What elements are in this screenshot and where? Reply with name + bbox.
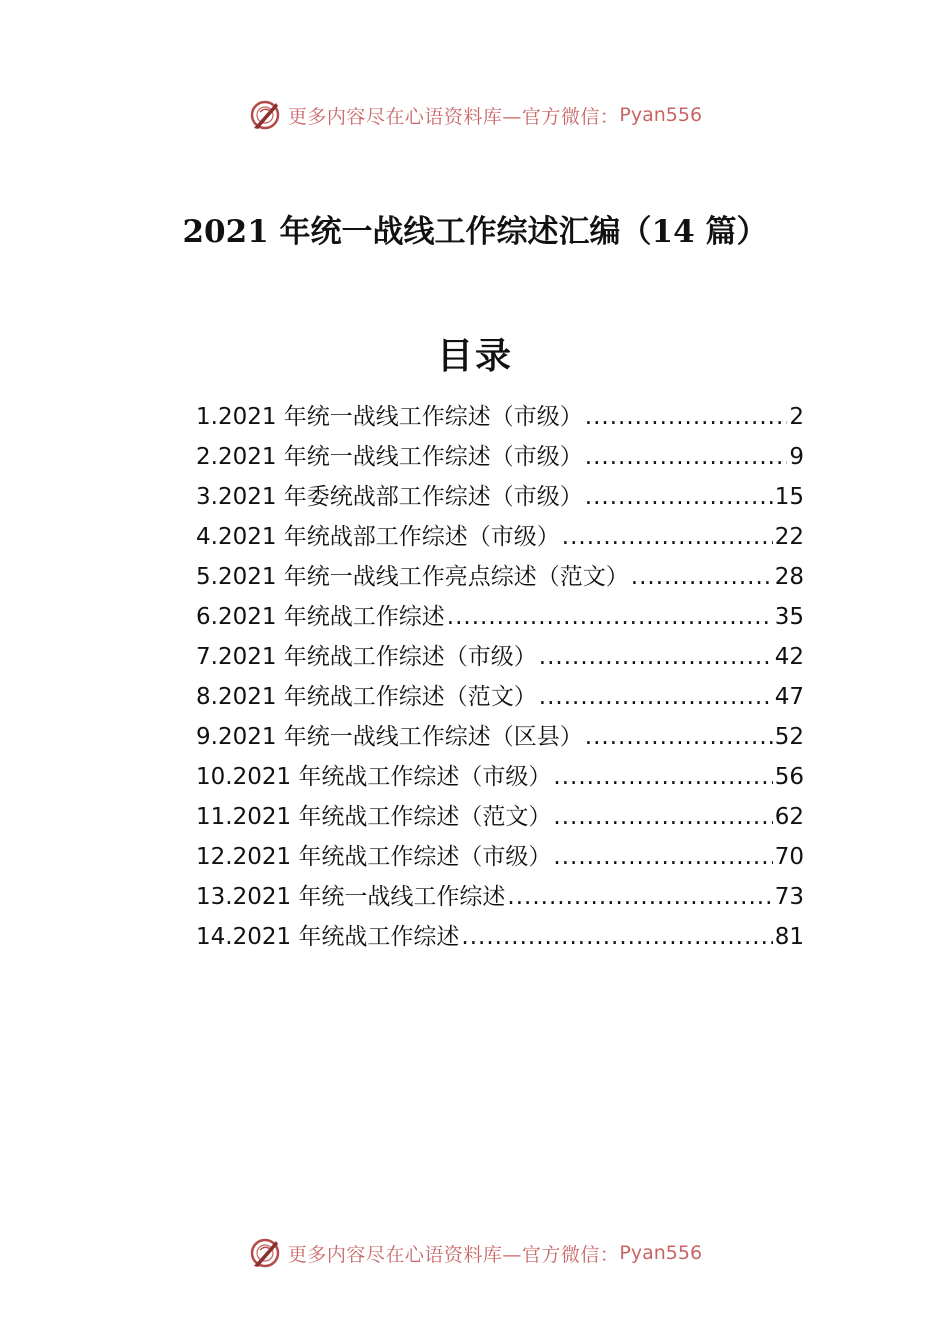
toc-dot-leader xyxy=(585,397,788,437)
toc-entry-page: 2 xyxy=(789,404,804,430)
toc-dot-leader xyxy=(461,917,772,957)
toc-entry-page: 47 xyxy=(774,684,804,710)
toc-dot-leader xyxy=(447,597,773,637)
toc-dot-leader xyxy=(553,757,772,797)
toc-entry-page: 62 xyxy=(774,804,804,830)
toc-entry-label: 13.2021 年统一战线工作综述 xyxy=(196,884,506,910)
banner-wechat-id: Pyan556 xyxy=(619,104,703,126)
toc-entry[interactable] xyxy=(196,757,804,797)
toc-entry-label: 14.2021 年统战工作综述 xyxy=(196,924,460,950)
toc-entry-label: 10.2021 年统战工作综述（市级） xyxy=(196,764,552,790)
toc-entry[interactable] xyxy=(196,517,804,557)
banner-text: 更多内容尽在心语资料库—官方微信： xyxy=(287,105,620,128)
toc-entry-page: 56 xyxy=(774,764,804,790)
toc-dot-leader xyxy=(507,877,772,917)
toc-entry-label: 9.2021 年统一战线工作综述（区县） xyxy=(196,724,583,750)
toc-entry[interactable] xyxy=(196,437,804,477)
toc-entry[interactable] xyxy=(196,917,804,957)
toc-entry[interactable] xyxy=(196,877,804,917)
toc-dot-leader xyxy=(585,437,788,477)
toc-dot-leader xyxy=(553,837,772,877)
toc-entry-label: 6.2021 年统战工作综述 xyxy=(196,604,445,630)
toc-entry[interactable] xyxy=(196,557,804,597)
toc-entry-label: 11.2021 年统战工作综述（范文） xyxy=(196,804,552,830)
toc-entry-label: 12.2021 年统战工作综述（市级） xyxy=(196,844,552,870)
toc-entry[interactable] xyxy=(196,837,804,877)
toc-dot-leader xyxy=(585,717,773,757)
quill-seal-icon xyxy=(248,1236,282,1270)
header-banner xyxy=(0,95,950,135)
toc-entry-page: 22 xyxy=(774,524,804,550)
toc-entry-page: 73 xyxy=(774,884,804,910)
toc-entry[interactable] xyxy=(196,677,804,717)
toc-heading: 目录 xyxy=(436,335,513,377)
toc-entry-label: 4.2021 年统战部工作综述（市级） xyxy=(196,524,560,550)
toc-entry[interactable] xyxy=(196,597,804,637)
toc-dot-leader xyxy=(539,677,773,717)
toc-entry-page: 42 xyxy=(774,644,804,670)
toc-entry-page: 81 xyxy=(774,924,804,950)
toc-dot-leader xyxy=(539,637,773,677)
banner-text: 更多内容尽在心语资料库—官方微信： xyxy=(287,1243,620,1266)
toc-entry-label: 5.2021 年统一战线工作亮点综述（范文） xyxy=(196,564,629,590)
quill-seal-icon xyxy=(248,98,282,132)
toc-dot-leader xyxy=(585,477,773,517)
toc-entry[interactable] xyxy=(196,797,804,837)
toc-entry-page: 9 xyxy=(789,444,804,470)
toc-dot-leader xyxy=(631,557,773,597)
table-of-contents xyxy=(196,397,804,957)
toc-dot-leader xyxy=(562,517,773,557)
toc-entry-label: 2.2021 年统一战线工作综述（市级） xyxy=(196,444,583,470)
toc-entry-label: 7.2021 年统战工作综述（市级） xyxy=(196,644,537,670)
footer-banner xyxy=(0,1233,950,1273)
document-title: 2021 年统一战线工作综述汇编（14 篇） xyxy=(182,214,768,250)
toc-entry[interactable] xyxy=(196,477,804,517)
toc-entry-page: 70 xyxy=(774,844,804,870)
banner-wechat-id: Pyan556 xyxy=(619,1242,703,1264)
toc-entry-label: 3.2021 年委统战部工作综述（市级） xyxy=(196,484,583,510)
toc-entry-label: 1.2021 年统一战线工作综述（市级） xyxy=(196,404,583,430)
toc-entry-label: 8.2021 年统战工作综述（范文） xyxy=(196,684,537,710)
toc-entry[interactable] xyxy=(196,637,804,677)
toc-entry[interactable] xyxy=(196,717,804,757)
toc-entry-page: 52 xyxy=(774,724,804,750)
toc-entry-page: 28 xyxy=(774,564,804,590)
toc-entry-page: 15 xyxy=(774,484,804,510)
toc-entry[interactable] xyxy=(196,397,804,437)
toc-entry-page: 35 xyxy=(774,604,804,630)
toc-dot-leader xyxy=(553,797,772,837)
